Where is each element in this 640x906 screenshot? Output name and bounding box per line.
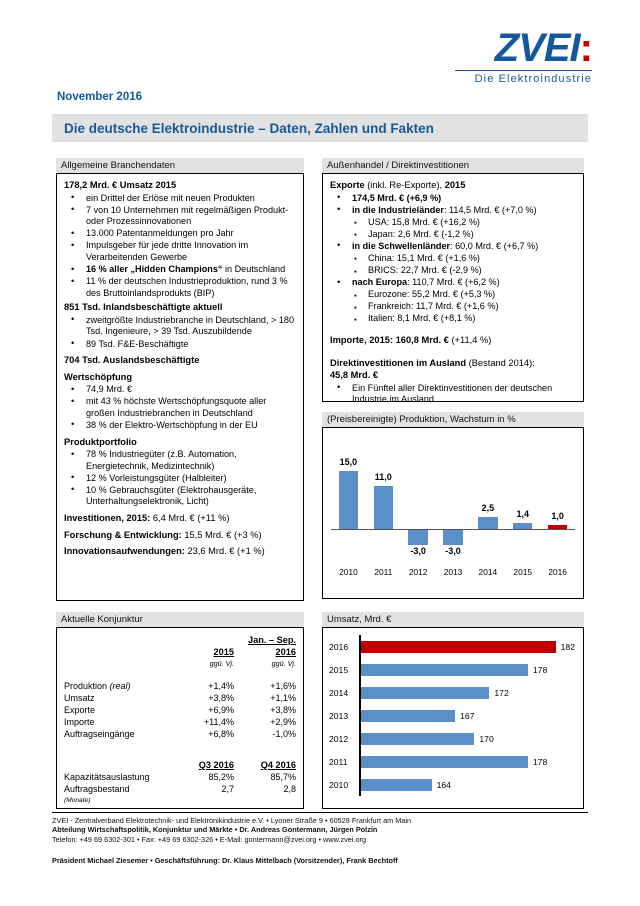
bar-value-label: 182 — [560, 641, 575, 652]
footer-management: Präsident Michael Ziesemer • Geschäftsführung: Dr. Klaus Mittelbach (Vorsitzender), Frank Bechtoff — [52, 856, 398, 866]
column-subheader-2015: ggü. Vj. — [209, 659, 234, 669]
fue-label: Forschung & Entwicklung: — [64, 529, 182, 540]
list-item: • Ein Fünftel aller Direktinvestitionen der deutschen Industrie im Ausland — [330, 383, 576, 406]
chart-column-2016 — [540, 433, 575, 587]
section-umsatz-chart — [322, 612, 584, 809]
list-item: • 38 % der Elektro-Wertschöpfung in der EU — [64, 420, 296, 432]
empty-cell — [234, 795, 296, 807]
logo-colon: : — [579, 26, 592, 70]
list-item — [330, 277, 576, 289]
section-aussenhandel — [322, 158, 584, 405]
logo-wordmark-text: ZVEI — [494, 26, 580, 70]
bar — [513, 523, 533, 529]
list-item: • 7 von 10 Unternehmen mit regelmäßigen Produkt- oder Prozessinnovationen — [64, 205, 296, 228]
list-item: • 13.000 Patentanmeldungen pro Jahr — [64, 228, 296, 240]
column-header-2015: 2015 — [213, 647, 234, 658]
list-item-sub — [330, 313, 576, 325]
bar — [361, 664, 528, 676]
chart-column-2011 — [366, 433, 401, 587]
section-produktion-chart — [322, 412, 584, 599]
bar-value-label: 172 — [494, 687, 509, 698]
importe-label: Importe, 2015: 160,8 Mrd. € — [330, 335, 449, 346]
row-value-2016: +1,6% — [270, 680, 296, 691]
bar-value-label: 170 — [479, 733, 494, 744]
direkt-label: Direktinvestitionen im Ausland — [330, 357, 467, 368]
spacer-cell — [64, 750, 172, 759]
investitionen-label: Investitionen, 2015: — [64, 512, 151, 523]
table-row-unit — [64, 795, 296, 807]
table-header-row-1 — [64, 634, 296, 646]
bar — [408, 530, 428, 545]
bar-value-label: 2,5 — [481, 503, 495, 513]
table-subheader-row — [64, 658, 296, 670]
empty-cell — [64, 634, 172, 646]
item-rest: : 110,7 Mrd. € (+6,2 %) — [407, 277, 500, 288]
investitionen-line — [64, 512, 296, 525]
column-subheader-2016: ggü. Vj. — [271, 659, 296, 669]
x-tick-label: 2014 — [478, 567, 498, 577]
spacer-row — [64, 741, 296, 750]
y-tick-label: 2016 — [329, 641, 349, 652]
section-branchendaten — [56, 158, 304, 601]
y-tick-label: 2014 — [329, 687, 349, 698]
item-bold: nach Europa — [352, 277, 408, 288]
bar-track — [359, 773, 575, 796]
bar — [361, 756, 528, 768]
footer-divider — [52, 812, 588, 813]
bar-highlight — [361, 641, 556, 653]
list-item: • 10 % Gebrauchsgüter (Elektrohausgeräte, Unterhaltungselektronik, Licht) — [64, 485, 296, 508]
bar-value-label: 167 — [460, 710, 475, 721]
x-tick-label: 2013 — [443, 567, 463, 577]
list-item-sub — [330, 229, 576, 241]
page-footer — [52, 812, 588, 866]
row-value-2016: +3,8% — [270, 705, 296, 716]
umsatz-2015-heading: 178,2 Mrd. € Umsatz 2015 — [64, 180, 177, 190]
item-rest: BRICS: 22,7 Mrd. € (-2,9 %) — [368, 265, 482, 276]
auslandsbeschaeftigte-heading: 704 Tsd. Auslandsbeschäftigte — [64, 355, 200, 366]
fue-line — [64, 529, 296, 542]
bar-value-label: 1,0 — [551, 511, 564, 521]
list-item: • 89 Tsd. F&E-Beschäftigte — [64, 339, 296, 351]
bar-track — [359, 704, 575, 727]
spacer-cell — [64, 671, 172, 680]
item-rest: Japan: 2,6 Mrd. € (-1,2 %) — [368, 228, 474, 239]
empty-cell — [172, 795, 234, 807]
chart-column-2012 — [401, 433, 436, 587]
chart-row-2016 — [329, 635, 575, 658]
innovation-value: 23,6 Mrd. € (+1 %) — [184, 546, 265, 557]
chart-column-2013 — [436, 433, 471, 587]
bar — [361, 687, 489, 699]
row-value-2016: -1,0% — [272, 729, 296, 740]
list-item — [330, 193, 576, 205]
section-heading-aussenhandel: Außenhandel / Direktinvestitionen — [322, 158, 584, 173]
row-label-produktion: Produktion (real) — [64, 680, 131, 691]
x-tick-label: 2016 — [548, 567, 567, 577]
document-date: November 2016 — [57, 91, 143, 103]
row-label-importe: Importe — [64, 717, 95, 728]
konjunktur-table — [64, 634, 296, 807]
list-item: • 74,9 Mrd. € — [64, 384, 296, 396]
exporte-bold-1: Exporte — [330, 180, 365, 190]
zvei-logo — [455, 28, 592, 86]
aussenhandel-box — [322, 173, 584, 405]
export-bullet-list — [330, 193, 576, 326]
logo-wordmark — [495, 28, 592, 68]
list-item: • ein Drittel der Erlöse mit neuen Produkten — [64, 193, 296, 205]
bar-value-label: 15,0 — [339, 457, 358, 467]
investitionen-value: 6,4 Mrd. € (+11 %) — [150, 512, 230, 523]
chart-title-umsatz: Umsatz, Mrd. € — [322, 612, 584, 627]
umsatz-chart-box — [322, 627, 584, 809]
row-value-2015: +3,8% — [208, 692, 234, 703]
row-label-exporte: Exporte — [64, 705, 96, 716]
empty-cell — [64, 646, 172, 658]
fue-value: 15,5 Mrd. € (+3 %) — [181, 529, 262, 540]
chart-title-produktion: (Preisbereinigte) Produktion, Wachstum in % — [322, 412, 584, 427]
branchendaten-box — [56, 173, 304, 601]
chart-row-2010 — [329, 773, 575, 796]
umsatz-bullet-list — [64, 193, 296, 300]
row-label-auftragseingaenge: Auftragseingänge — [64, 729, 135, 740]
list-item-sub — [330, 301, 576, 313]
spacer-cell — [234, 671, 296, 680]
bar-track — [359, 727, 575, 750]
item-rest: Eurozone: 55,2 Mrd. € (+5,3 %) — [368, 289, 496, 300]
row-value-2016: +1,1% — [270, 692, 296, 703]
bar-highlight — [548, 525, 568, 529]
row-value-q3: 85,2% — [208, 771, 234, 782]
inlands-bullet-list — [64, 315, 296, 350]
bar-value-label: 164 — [436, 779, 451, 790]
spacer-cell — [234, 750, 296, 759]
item-rest: Frankreich: 11,7 Mrd. € (+1,6 %) — [368, 301, 499, 312]
row-value-q3: 2,7 — [221, 784, 234, 795]
item-bold: in die Schwellenländer — [352, 240, 451, 251]
x-tick-label: 2015 — [513, 567, 533, 577]
bar-value-label: 11,0 — [374, 472, 392, 482]
x-tick-label: 2012 — [408, 567, 428, 577]
spacer-row — [64, 750, 296, 759]
y-tick-label: 2010 — [329, 779, 349, 790]
direkt-norm: (Bestand 2014): — [466, 357, 535, 368]
table-row — [64, 783, 296, 795]
produktion-wachstum-chart — [329, 433, 577, 587]
spacer-cell — [172, 741, 234, 750]
empty-cell — [172, 634, 234, 646]
item-rest: China: 15,1 Mrd. € (+1,6 %) — [368, 252, 480, 263]
spacer-row — [64, 671, 296, 680]
importe-line — [330, 334, 576, 347]
column-header-jan-sep: Jan. – Sep. — [247, 635, 296, 645]
row-value-2015: +11,4% — [203, 717, 234, 728]
list-item: • 78 % Industriegüter (z.B. Automation, Energietechnik, Medizintechnik) — [64, 449, 296, 472]
wertschoepfung-heading: Wertschöpfung — [64, 371, 133, 382]
innovation-line — [64, 545, 296, 558]
row-label-auftragsbestand: Auftragsbestand — [64, 784, 130, 795]
bar-value-label: 1,4 — [516, 509, 529, 519]
list-item — [330, 205, 576, 217]
exporte-bold-2: 2015 — [444, 180, 466, 190]
importe-value: (+11,4 %) — [448, 335, 492, 346]
bar — [374, 486, 394, 529]
list-item: • zweitgrößte Industriebranche in Deutschland, > 180 Tsd. Ingenieure, > 39 Tsd. Auszubildende — [64, 315, 296, 338]
empty-cell — [64, 658, 172, 670]
y-tick-label: 2013 — [329, 710, 349, 721]
innovation-label: Innovationsaufwendungen: — [64, 546, 185, 557]
column-header-q4-2016: Q4 2016 — [260, 759, 296, 770]
section-heading-branchendaten: Allgemeine Branchendaten — [56, 158, 304, 173]
list-item: • Impulsgeber für jede dritte Innovation im Verarbeitenden Gewerbe — [64, 240, 296, 263]
row-value-2015: +6,8% — [208, 729, 234, 740]
x-tick-label: 2010 — [339, 567, 358, 577]
chart-row-2014 — [329, 681, 575, 704]
list-item-sub — [330, 265, 576, 277]
row-value-q4: 85,7% — [270, 771, 296, 782]
row-value-2016: +2,9% — [270, 717, 296, 728]
row-value-q4: 2,8 — [283, 784, 296, 795]
table-row — [64, 716, 296, 728]
chart-row-2015 — [329, 658, 575, 681]
item-bold: in die Industrieländer — [352, 204, 444, 215]
table-row — [64, 728, 296, 740]
y-tick-label: 2011 — [329, 756, 348, 767]
bar-track — [359, 635, 575, 658]
inlandsbeschaeftigte-heading: 851 Tsd. Inlandsbeschäftigte aktuell — [64, 302, 223, 313]
page-title: Die deutsche Elektroindustrie – Daten, Zahlen und Fakten — [64, 120, 434, 136]
chart-row-2012 — [329, 727, 575, 750]
list-item — [330, 241, 576, 253]
produktion-chart-box — [322, 427, 584, 599]
list-item-sub — [330, 253, 576, 265]
item-rest: Italien: 8,1 Mrd. € (+8,1 %) — [368, 313, 476, 324]
section-heading-konjunktur: Aktuelle Konjunktur — [56, 612, 304, 627]
bar — [443, 530, 463, 545]
bar — [339, 471, 359, 529]
bar — [478, 517, 498, 529]
wertschoepfung-bullet-list — [64, 384, 296, 431]
chart-column-2010 — [331, 433, 366, 587]
item-rest: : 114,5 Mrd. € (+7,0 %) — [443, 204, 537, 215]
bar-track — [359, 750, 575, 773]
row-label-umsatz: Umsatz — [64, 692, 95, 703]
row-label-kapazitaetsauslastung: Kapazitätsauslastung — [64, 771, 150, 782]
bar — [361, 710, 455, 722]
column-header-2016: 2016 — [275, 647, 296, 658]
chart-column-2015 — [505, 433, 540, 587]
table-row — [64, 771, 296, 783]
direkt-value: 45,8 Mrd. € — [330, 370, 379, 381]
item-bold: 174,5 Mrd. € (+6,9 %) — [352, 192, 442, 203]
list-item: • 11 % der deutschen Industrieproduktion, rund 3 % des Bruttoinlandsprodukts (BIP) — [64, 276, 296, 299]
direktinvestitionen-line — [330, 357, 576, 382]
chart-row-2011 — [329, 750, 575, 773]
konjunktur-box — [56, 627, 304, 809]
bar-value-label: 178 — [532, 756, 548, 767]
footer-contact: Telefon: +49 69 6302-301 • Fax: +49 69 6302-326 • E-Mail: gontermann@zvei.org • www.zvei.org — [52, 834, 367, 844]
exporte-norm: (inkl. Re-Exporte), — [364, 180, 445, 190]
y-tick-label: 2015 — [329, 664, 349, 675]
row-value-2015: +6,9% — [208, 705, 234, 716]
logo-divider — [455, 70, 592, 71]
bar-value-label: -3,0 — [445, 546, 461, 556]
chart-row-2013 — [329, 704, 575, 727]
produktportfolio-heading: Produktportfolio — [64, 436, 137, 447]
table-row — [64, 692, 296, 704]
bar — [361, 733, 474, 745]
list-item: • 12 % Vorleistungsgüter (Halbleiter) — [64, 473, 296, 485]
chart-column-2014 — [470, 433, 505, 587]
x-tick-label: 2011 — [374, 567, 393, 577]
item-rest: : 60,0 Mrd. € (+6,7 %) — [450, 240, 539, 251]
table-header-row-quarter — [64, 759, 296, 771]
footer-department: Abteilung Wirtschaftspolitik, Konjunktur und Märkte • Dr. Andreas Gontermann, Jürgen Polzin — [52, 825, 378, 835]
bar-track — [359, 681, 575, 704]
logo-tagline: Die Elektroindustrie — [474, 73, 592, 85]
umsatz-bar-chart — [329, 635, 575, 800]
y-tick-label: 2012 — [329, 733, 349, 744]
row-value-2015: +1,4% — [208, 680, 234, 691]
exporte-heading — [330, 179, 576, 192]
footer-address: ZVEI - Zentralverband Elektrotechnik- und Elektronikindustrie e.V. • Lyoner Straße 9 • 60528 Frankfurt am Main — [52, 816, 412, 825]
table-row — [64, 704, 296, 716]
empty-cell — [64, 759, 172, 771]
title-band — [52, 114, 588, 142]
hidden-champions-bold: 16 % aller „Hidden Champions“ — [86, 264, 223, 275]
section-konjunktur — [56, 612, 304, 809]
bar-value-label: -3,0 — [410, 546, 426, 556]
spacer-cell — [172, 671, 234, 680]
produktportfolio-bullet-list — [64, 449, 296, 508]
spacer-cell — [172, 750, 234, 759]
spacer-cell — [64, 741, 172, 750]
item-rest: USA: 15,8 Mrd. € (+16,2 %) — [368, 216, 480, 227]
bar-value-label: 178 — [532, 664, 548, 675]
list-item: • mit 43 % höchste Wertschöpfungsquote aller großen Industriebranchen in Deutschland — [64, 396, 296, 419]
direkt-bullet-list — [330, 383, 576, 406]
bar-track — [359, 658, 575, 681]
spacer-cell — [234, 741, 296, 750]
hidden-champions-rest: in Deutschland — [222, 264, 286, 275]
chart-columns — [331, 433, 575, 587]
list-item-hidden-champions — [64, 264, 296, 276]
list-item-sub — [330, 289, 576, 301]
row-unit-monate: (Monate) — [64, 797, 91, 805]
column-header-q3-2016: Q3 2016 — [198, 759, 234, 770]
table-row — [64, 680, 296, 692]
bar — [361, 779, 432, 791]
list-item-sub — [330, 217, 576, 229]
table-header-row-2 — [64, 646, 296, 658]
